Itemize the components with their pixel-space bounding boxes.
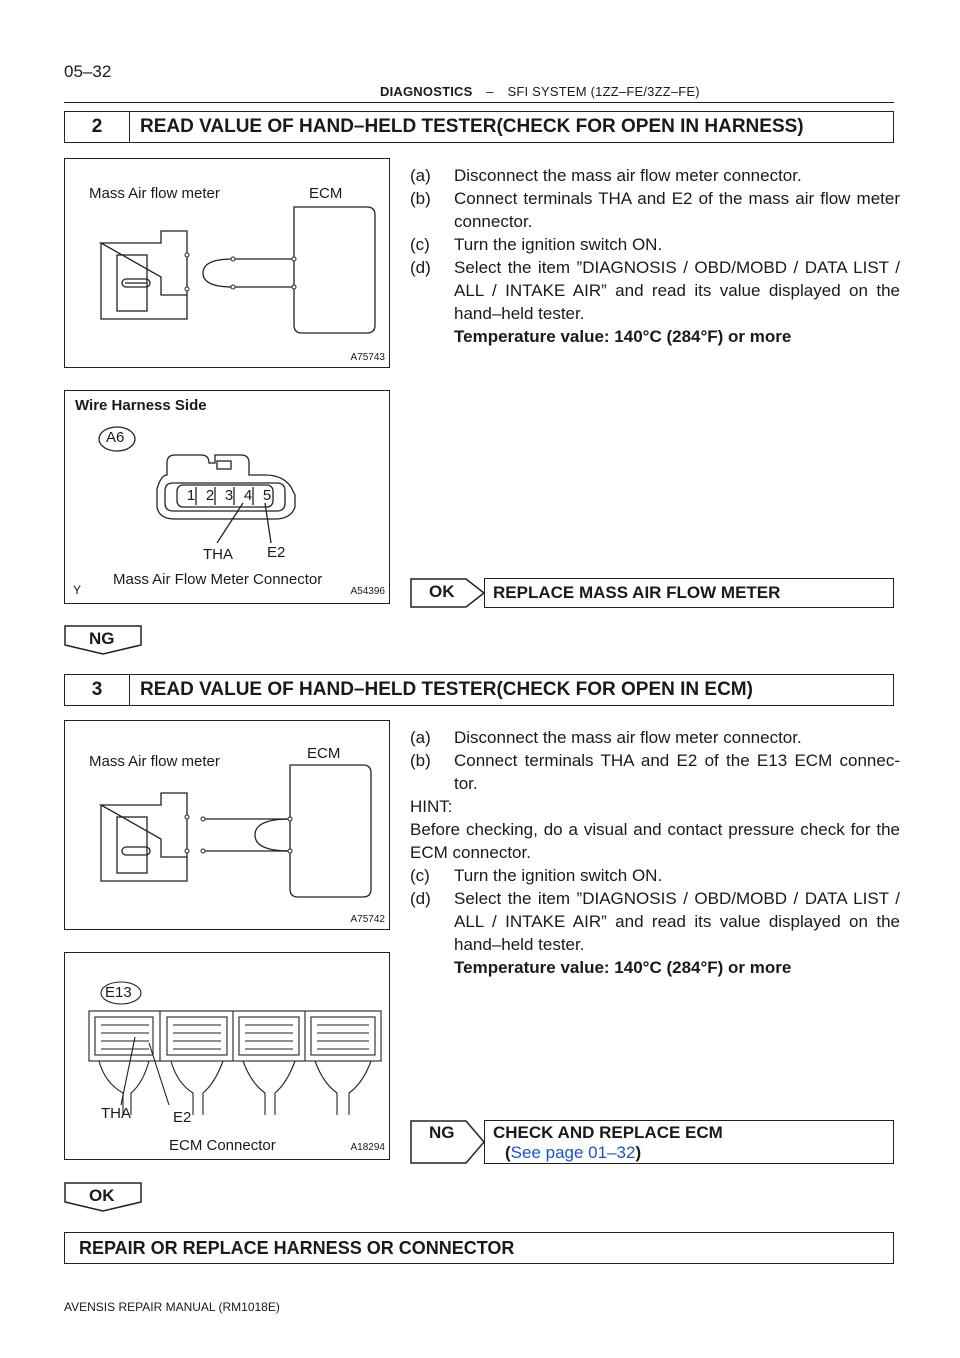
figure-label-ecm: ECM	[309, 185, 343, 202]
connector-figure-e13	[64, 952, 390, 1160]
instruction-item	[410, 726, 900, 749]
paren-open: (	[505, 1143, 511, 1162]
instruction-label: (a)	[410, 166, 431, 185]
instruction-text: Connect terminals THA and E2 of the mass air flow meter connector.	[454, 189, 900, 231]
instruction-text: Select the item ”DIAGNOSIS / OBD/MOBD / DATA LIST / ALL / INTAKE AIR” and read its value displayed on the hand–held tester.	[454, 889, 900, 954]
instruction-text: Turn the ignition switch ON.	[454, 866, 663, 885]
circuit-figure-ecm	[64, 720, 390, 930]
result-replace-maf-meter: REPLACE MASS AIR FLOW METER	[484, 578, 894, 608]
instruction-text: Select the item ”DIAGNOSIS / OBD/MOBD / DATA LIST / ALL / INTAKE AIR” and read its value displayed on the hand–held tester.	[454, 258, 900, 323]
figure-label-mass-air-flow-meter: Mass Air flow meter	[89, 185, 220, 202]
paren-close: )	[635, 1143, 642, 1162]
terminal-label-tha: THA	[203, 546, 233, 563]
pin-label: 4	[243, 487, 253, 504]
instruction-label: (b)	[410, 751, 431, 770]
instruction-label: (b)	[410, 189, 431, 208]
connector-figure-a6	[64, 390, 390, 604]
connector-id-label: A6	[106, 429, 125, 446]
section-name: DIAGNOSTICS	[380, 84, 473, 99]
result-tag-ok: OK	[429, 582, 455, 601]
step-2-header	[64, 111, 894, 143]
figure-code: A75742	[350, 914, 385, 925]
connector-caption: ECM Connector	[169, 1137, 276, 1154]
instruction-label: (d)	[410, 258, 431, 277]
header-rule	[64, 102, 894, 103]
result-reference	[493, 1143, 893, 1163]
terminal-label-tha: THA	[101, 1105, 131, 1122]
spec-value: Temperature value: 140°C (284°F) or more	[454, 958, 792, 977]
pin-label: 5	[262, 487, 272, 504]
subsection-name: SFI SYSTEM (1ZZ–FE/3ZZ–FE)	[507, 84, 700, 99]
figure-code: A18294	[350, 1142, 385, 1153]
instruction-item	[410, 164, 900, 187]
instruction-item	[410, 233, 900, 256]
instruction-item	[410, 187, 900, 233]
step-2-instructions	[410, 164, 900, 348]
hint-label: HINT:	[410, 797, 453, 816]
instruction-item	[410, 256, 900, 325]
result-text: CHECK AND REPLACE ECM	[493, 1123, 723, 1142]
footer-text: AVENSIS REPAIR MANUAL (RM1018E)	[64, 1300, 280, 1314]
instruction-label: (d)	[410, 889, 431, 908]
figure-code: A75743	[350, 352, 385, 363]
next-tag-ng: NG	[89, 629, 115, 648]
instruction-item	[410, 887, 900, 956]
figure-code: A54396	[350, 586, 385, 597]
instruction-text: Connect terminals THA and E2 of the E13 ECM connec- tor.	[454, 751, 900, 793]
instruction-label: (c)	[410, 866, 430, 885]
next-tag-ok: OK	[89, 1186, 115, 1205]
connector-id-label: E13	[105, 984, 132, 1001]
terminal-label-e2: E2	[173, 1109, 192, 1126]
pin-label: 3	[224, 487, 234, 504]
pin-label: 1	[186, 487, 196, 504]
see-page-link[interactable]: See page 01–32	[510, 1143, 636, 1162]
spec-value: Temperature value: 140°C (284°F) or more	[454, 327, 792, 346]
step-3-instructions	[410, 726, 900, 979]
instruction-item	[410, 864, 900, 887]
result-tag-ng: NG	[429, 1123, 455, 1142]
connector-caption: Mass Air Flow Meter Connector	[113, 571, 323, 588]
instruction-label: (a)	[410, 728, 431, 747]
step-2-number: 2	[65, 112, 130, 142]
figure-label-mass-air-flow-meter: Mass Air flow meter	[89, 753, 220, 770]
final-action-box	[64, 1232, 894, 1264]
page-number: 05–32	[64, 62, 112, 81]
instruction-item	[410, 749, 900, 795]
step-3-header	[64, 674, 894, 706]
terminal-label-e2: E2	[267, 544, 286, 561]
running-header	[380, 84, 700, 99]
step-3-title: READ VALUE OF HAND–HELD TESTER(CHECK FOR OPEN IN ECM)	[140, 679, 753, 700]
instruction-text: Disconnect the mass air flow meter connector.	[454, 728, 802, 747]
hint-text: Before checking, do a visual and contact pressure check for the ECM connector.	[410, 820, 900, 862]
pin-label: 2	[205, 487, 215, 504]
instruction-label: (c)	[410, 235, 430, 254]
step-2-title: READ VALUE OF HAND–HELD TESTER(CHECK FOR OPEN IN HARNESS)	[140, 116, 804, 137]
circuit-figure-harness	[64, 158, 390, 368]
figure-corner-mark: Y	[73, 583, 82, 597]
header-dash: –	[486, 84, 494, 99]
step-3-number: 3	[65, 675, 130, 705]
instruction-text: Disconnect the mass air flow meter connector.	[454, 166, 802, 185]
wire-harness-side-label: Wire Harness Side	[75, 397, 207, 414]
result-check-replace-ecm	[484, 1120, 894, 1164]
instruction-text: Turn the ignition switch ON.	[454, 235, 663, 254]
figure-label-ecm: ECM	[307, 745, 341, 762]
final-action-text: REPAIR OR REPLACE HARNESS OR CONNECTOR	[79, 1237, 515, 1258]
